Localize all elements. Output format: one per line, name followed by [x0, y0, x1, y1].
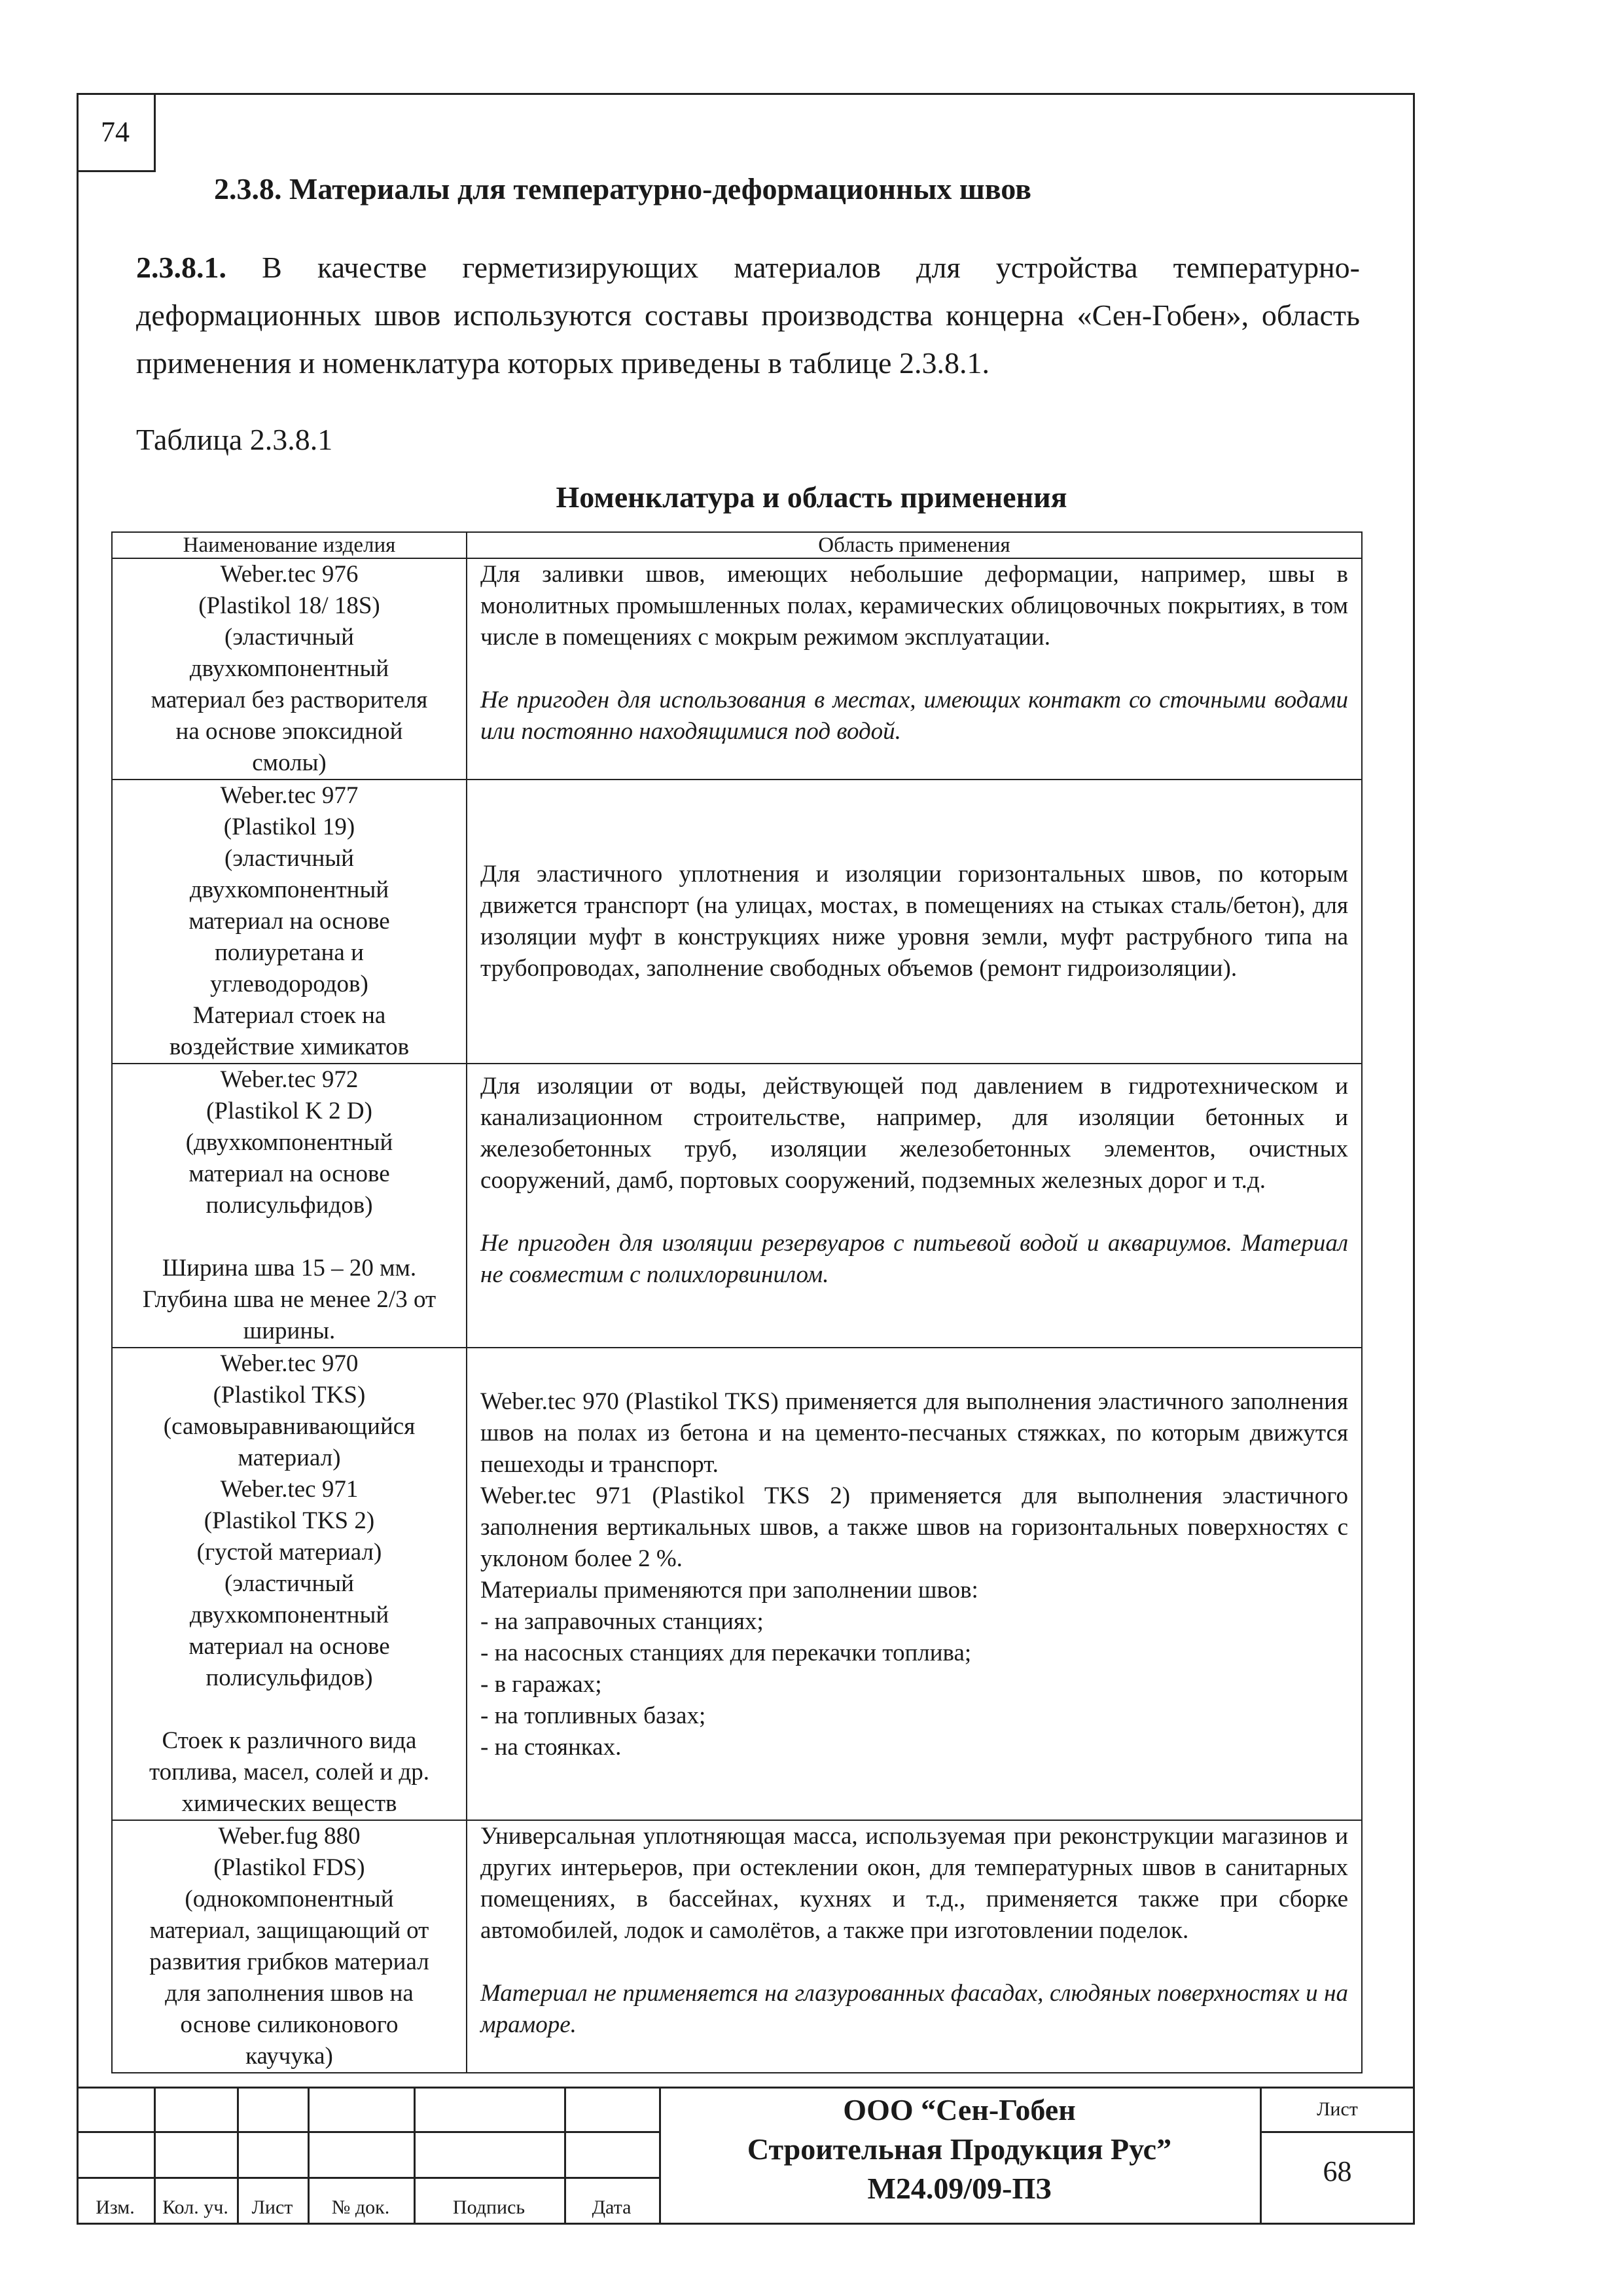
table-title: Номенклатура и область применения [556, 480, 1067, 514]
name-line: топлива, масел, солей и др. [149, 1759, 429, 1785]
name-line: (двухкомпонентный [185, 1129, 393, 1156]
application-cell [467, 1348, 1362, 1820]
name-line: материал без растворителя [151, 687, 428, 713]
stamp-col-signature: Подпись [452, 2197, 526, 2218]
org-line-1: ООО “Сен-Гобен [843, 2093, 1076, 2126]
name-line: материал, защищающий от [149, 1917, 429, 1944]
name-line: развития грибков материал [149, 1948, 429, 1975]
name-line: материал на основе [188, 1160, 390, 1187]
name-line: (Plastikol K 2 D) [206, 1098, 372, 1124]
application-cell [467, 1064, 1362, 1348]
materials-table [111, 531, 1363, 2073]
application-text: Для заливки швов, имеющих небольшие деформации, например, швы в монолитных промышленных полах, керамических облицовочных покрытиях, в том числе в помещениях с мокрым режимом эксплуатации. [480, 561, 1348, 651]
table-row [112, 1064, 1362, 1348]
name-line: (густой материал) [196, 1539, 382, 1566]
product-name-cell [112, 780, 467, 1064]
application-cell [467, 780, 1362, 1064]
table-row [112, 558, 1362, 780]
sheet-number: 68 [1323, 2155, 1352, 2187]
name-line: Weber.fug 880 [218, 1823, 361, 1850]
name-line: Weber.tec 972 [220, 1066, 359, 1093]
application-text: Для изоляции от воды, действующей под давлением в гидротехническом и канализационном строительстве, например, для изоляции бетонных и железобетонных труб, изоляции железобетонных элементов, очистных сооружений, дамб, портовых сооружений, подземных железных дорог и т.д. [480, 1073, 1348, 1194]
section-heading: 2.3.8. Материалы для температурно-деформационных швов [214, 172, 1031, 206]
name-line: смолы) [252, 749, 327, 776]
application-cell [467, 1820, 1362, 2073]
table-row [112, 1820, 1362, 2073]
application-text: Weber.tec 970 (Plastikol TKS) применяется для выполнения эластичного заполнения швов на полах из бетона и на цементо-песчаных стяжках, по которым движутся пешеходы и транспорт. [480, 1388, 1348, 1478]
product-name-cell [112, 1064, 467, 1348]
name-line: Weber.tec 976 [220, 561, 359, 588]
document-code: М24.09/09-ПЗ [867, 2172, 1052, 2205]
name-line: химических веществ [181, 1790, 397, 1817]
paragraph-text: В качестве герметизирующих материалов для устройства температурно-деформационных швов используются составы производства концерна «Сен-Гобен», область применения и номенклатура которых приведены в таблице 2.3.8.1. [136, 251, 1361, 380]
application-cell [467, 558, 1362, 780]
org-line-2: Строительная Продукция Рус” [747, 2132, 1172, 2166]
name-line: (эластичный [224, 1570, 354, 1597]
name-line: воздействие химикатов [169, 1033, 410, 1060]
stamp-col-sheet: Лист [251, 2197, 293, 2218]
application-note: Материал не применяется на глазурованных фасадах, слюдяных поверхностях и на мраморе. [480, 1980, 1348, 2038]
name-line: полисульфидов) [205, 1192, 373, 1219]
application-text: Универсальная уплотняющая масса, используемая при реконструкции магазинов и других интерьеров, при остеклении окон, для температурных швов в санитарных помещениях, в бассейнах, кухнях и т.д., применяется также при сборке автомобилей, лодок и самолётов, а также при изготовлении поделок. [480, 1823, 1348, 1944]
name-line: материал на основе [188, 908, 390, 935]
sheet-label: Лист [1317, 2098, 1358, 2120]
application-note: Не пригоден для изоляции резервуаров с питьевой водой и аквариумов. Материал не совместим с полихлорвинилом. [480, 1230, 1348, 1288]
stamp-col-doc: № док. [331, 2197, 390, 2218]
name-line: (Plastikol 19) [223, 814, 355, 840]
name-line: Weber.tec 970 [220, 1350, 359, 1377]
list-item: - на насосных станциях для перекачки топлива; [480, 1640, 972, 1666]
list-intro: Материалы применяются при заполнении швов: [480, 1577, 978, 1604]
intro-paragraph [136, 243, 1360, 387]
list-item: - в гаражах; [480, 1671, 602, 1698]
table-caption: Таблица 2.3.8.1 [136, 423, 333, 456]
name-line: (эластичный [224, 624, 354, 651]
table-row [112, 1348, 1362, 1820]
application-note: Не пригоден для использования в местах, имеющих контакт со сточными водами или постоянно находящимися под водой. [480, 687, 1348, 745]
name-line: Глубина шва не менее 2/3 от [142, 1286, 437, 1313]
list-item: - на стоянках. [480, 1734, 622, 1761]
name-line: ширины. [243, 1318, 336, 1344]
name-line: двухкомпонентный [189, 876, 389, 903]
name-line: полиуретана и [215, 939, 364, 966]
table-header-row [112, 532, 1362, 558]
page-number: 74 [77, 93, 156, 172]
stamp-col-count: Кол. уч. [162, 2197, 228, 2218]
table-row [112, 780, 1362, 1064]
name-line: каучука) [245, 2043, 333, 2070]
application-text: Weber.tec 971 (Plastikol TKS 2) применяется для выполнения эластичного заполнения вертикальных швов, а также швов на горизонтальных поверхностях с уклоном более 2 %. [480, 1482, 1348, 1572]
name-line: углеводородов) [210, 971, 368, 997]
name-line: Стоек к различного вида [162, 1727, 417, 1754]
title-block [77, 2087, 1415, 2225]
name-line: (однокомпонентный [185, 1886, 394, 1912]
header-area: Область применения [467, 532, 1362, 558]
organization-name [659, 2090, 1260, 2208]
name-line: полисульфидов) [205, 1664, 373, 1691]
name-line: (Plastikol TKS 2) [204, 1507, 375, 1534]
stamp-col-change: Изм. [96, 2197, 135, 2218]
name-line: Weber.tec 971 [220, 1476, 359, 1503]
list-item: - на топливных базах; [480, 1702, 706, 1729]
name-line: (Plastikol FDS) [213, 1854, 365, 1881]
name-line: материал) [238, 1444, 341, 1471]
name-line: Weber.tec 977 [220, 782, 359, 809]
paragraph-number: 2.3.8.1. [136, 251, 226, 284]
application-text: Для эластичного уплотнения и изоляции горизонтальных швов, по которым движется транспорт (на улицах, мостах, в помещениях на стыках сталь/бетон), для изоляции муфт в конструкциях ниже уровня земли, муфт раструбного типа на трубопроводах, заполнение свободных объемов (ремонт гидроизоляции). [480, 861, 1348, 982]
list-item: - на заправочных станциях; [480, 1608, 764, 1635]
name-line: двухкомпонентный [189, 655, 389, 682]
name-line: материал на основе [188, 1633, 390, 1660]
name-line: (эластичный [224, 845, 354, 872]
name-line: (Plastikol TKS) [213, 1382, 366, 1408]
product-name-cell [112, 1820, 467, 2073]
product-name-cell [112, 558, 467, 780]
name-line: основе силиконового [180, 2011, 399, 2038]
name-line: Ширина шва 15 – 20 мм. [162, 1255, 417, 1282]
name-line: (Plastikol 18/ 18S) [198, 592, 380, 619]
name-line: для заполнения швов на [165, 1980, 414, 2007]
header-name: Наименование изделия [112, 532, 467, 558]
product-name-cell [112, 1348, 467, 1820]
name-line: (самовыравнивающийся [163, 1413, 416, 1440]
stamp-col-date: Дата [592, 2197, 632, 2218]
name-line: Материал стоек на [192, 1002, 386, 1029]
name-line: на основе эпоксидной [175, 718, 403, 745]
name-line: двухкомпонентный [189, 1602, 389, 1628]
